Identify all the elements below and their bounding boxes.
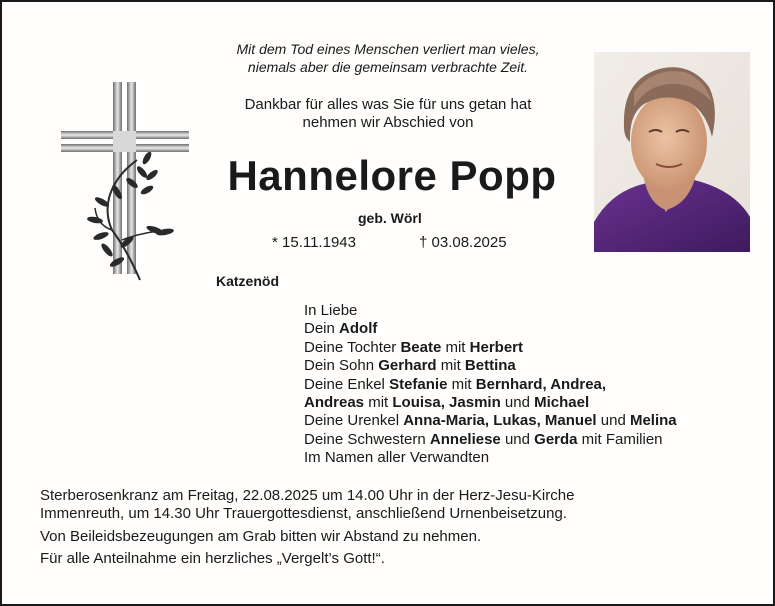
thanks-line: Für alle Anteilnahme ein herzliches „Vergelt’s Gott!“. <box>40 550 385 568</box>
mourner-line <box>304 449 677 467</box>
mourner-line <box>304 394 677 412</box>
deceased-name: Hannelore Popp <box>227 152 557 199</box>
mourner-line <box>304 412 677 430</box>
mourner-text: Dein Sohn <box>304 357 379 375</box>
mourner-name: Gerhard <box>378 357 437 375</box>
mourner-name: Bettina <box>464 357 516 375</box>
place-name: Katzenöd <box>216 273 279 289</box>
mourner-text: mit <box>364 394 393 412</box>
service-line: Sterberosenkranz am Freitag, 22.08.2025 um 14.00 Uhr in der Herz-Jesu-Kirche <box>40 487 575 504</box>
mourner-text: Deine Tochter <box>304 338 401 356</box>
mourner-text: mit <box>447 375 476 393</box>
intro-line: Dankbar für alles was Sie für uns getan hat <box>244 96 532 113</box>
mourner-name: Andreas <box>304 394 365 412</box>
mourner-name: Melina <box>629 412 677 430</box>
mourner-text: Dein <box>304 320 340 338</box>
quote-line: niemals aber die gemeinsam verbrachte Zeit. <box>247 59 529 75</box>
mourner-name: Michael <box>534 394 590 412</box>
mourner-line <box>304 339 677 357</box>
quote-line: Mit dem Tod eines Menschen verliert man vieles, <box>236 41 540 57</box>
intro-line: nehmen wir Abschied von <box>302 114 474 131</box>
mourner-text: Im Namen aller Verwandten <box>304 449 490 467</box>
mourner-text: Deine Urenkel <box>304 412 404 430</box>
death-date: † 03.08.2025 <box>419 234 507 251</box>
mourner-text: mit <box>441 338 470 356</box>
mourner-text: mit Familien <box>577 430 663 448</box>
mourner-line <box>304 357 677 375</box>
mourner-name: Anna-Maria, Lukas, Manuel <box>403 412 597 430</box>
mourner-text: In Liebe <box>304 302 358 319</box>
birth-date: * 15.11.1943 <box>272 234 356 251</box>
mourner-text: und <box>596 412 630 430</box>
mourner-name: Stefanie <box>389 375 448 393</box>
cross-with-laurel-icon <box>57 80 197 285</box>
mourner-text: Deine Enkel <box>304 375 390 393</box>
mourner-name: Anneliese <box>429 430 501 448</box>
mourner-text: und <box>500 394 535 412</box>
mourner-name: Herbert <box>469 338 524 356</box>
mourner-text: und <box>500 430 535 448</box>
condolence-note: Von Beileidsbezeugungen am Grab bitten wir Abstand zu nehmen. <box>40 527 482 545</box>
mourner-line <box>304 320 677 338</box>
mourner-text: mit <box>436 357 465 375</box>
mourner-name: Bernhard, Andrea, <box>475 375 607 393</box>
mourner-name: Beate <box>400 338 442 356</box>
mourner-name: Louisa, Jasmin <box>392 394 501 412</box>
mourner-name: Adolf <box>339 320 378 338</box>
portrait-photo <box>594 52 750 252</box>
mourner-line <box>304 302 677 320</box>
service-info <box>40 487 574 569</box>
mourner-line <box>304 376 677 394</box>
mourner-text: Deine Schwestern <box>304 430 430 448</box>
birth-name: geb. Wörl <box>358 210 422 226</box>
mourners-list <box>304 302 677 468</box>
service-line: Immenreuth, um 14.30 Uhr Trauergottesdienst, anschließend Urnenbeisetzung. <box>40 505 567 523</box>
mourner-name: Gerda <box>534 430 578 448</box>
mourner-line <box>304 431 677 449</box>
